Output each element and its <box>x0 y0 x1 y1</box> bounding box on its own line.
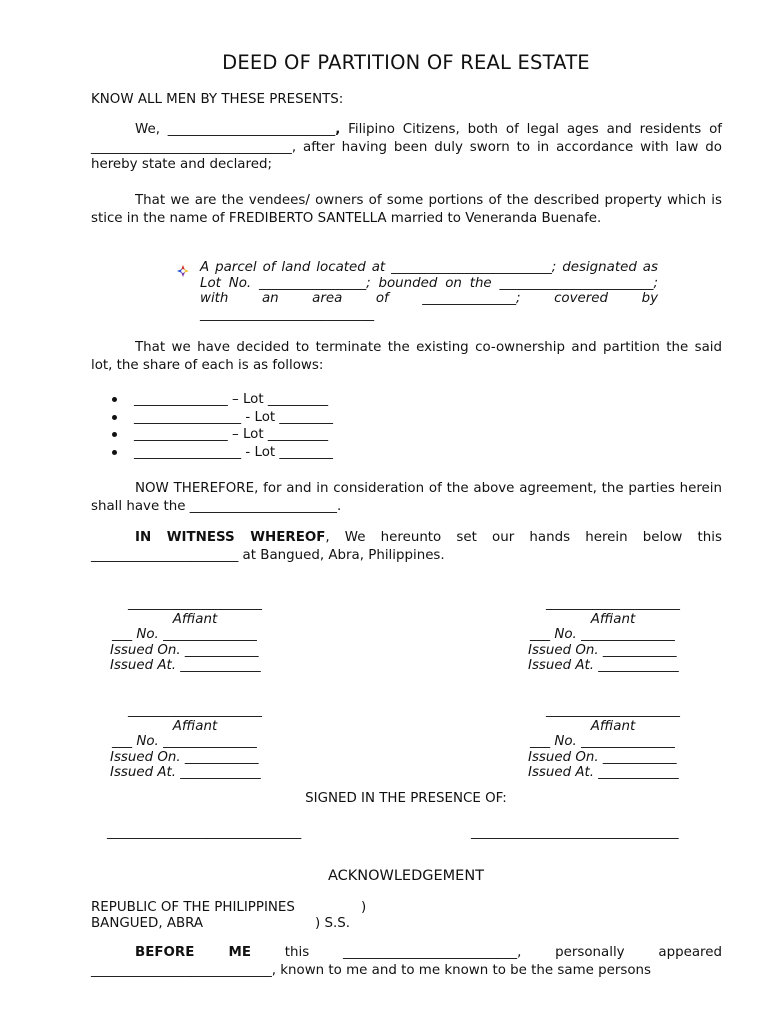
venue-line: BANGUED, ABRA <box>91 916 204 931</box>
issued-on: Issued On. ___________ <box>110 642 259 658</box>
share-text: ______________ – Lot _________ <box>134 427 329 442</box>
issued-at: Issued At. ____________ <box>110 658 261 673</box>
witness-text: , We hereunto set our hands herein below this ______________________ at Bangued, Abra, Philippines. <box>91 530 722 563</box>
list-item <box>112 409 333 427</box>
paragraph-now-therefore <box>91 480 722 515</box>
partition-text: That we have decided to terminate the existing co-ownership and partition the said lot, the share of each is as follows: <box>91 340 722 373</box>
venue-ss: ) S.S. <box>315 916 350 931</box>
bullet-dot-icon <box>112 450 117 455</box>
witness-line-left: _____________________________ <box>107 825 302 840</box>
id-number: ___ No. ______________ <box>530 627 675 642</box>
blank-names: _________________________ <box>167 122 336 137</box>
parties-text-1: Filipino Citizens, both of legal ages and residents of <box>340 122 722 137</box>
affiant-label: Affiant <box>590 718 636 734</box>
paragraph-partition <box>91 339 722 374</box>
issued-on: Issued On. ___________ <box>528 749 677 765</box>
paragraph-witness <box>91 529 722 564</box>
shares-list <box>112 391 333 461</box>
comma: , <box>335 122 341 137</box>
share-text: ________________ - Lot ________ <box>134 444 333 460</box>
witness-bold: IN WITNESS WHEREOF <box>135 530 326 545</box>
share-text: ________________ - Lot ________ <box>134 409 333 425</box>
before-me-text: this __________________________, personally appeared ___________________________, known to me and to me known to be the same persons <box>91 945 722 978</box>
witness-line-right: _______________________________ <box>471 825 679 840</box>
signature-block <box>518 596 708 674</box>
document-title: DEED OF PARTITION OF REAL ESTATE <box>222 51 590 74</box>
issued-at: Issued At. ____________ <box>110 765 261 780</box>
signature-block <box>100 703 290 781</box>
property-text: That we are the vendees/ owners of some portions of the described property which is stice in the name of FREDIBERTO SANTELLA married to Veneranda Buenafe. <box>91 193 722 226</box>
list-item <box>112 426 333 444</box>
affiant-label: Affiant <box>172 718 218 734</box>
paragraph-before-me <box>91 944 722 979</box>
list-item <box>112 444 333 462</box>
arrow-bullet-icon <box>176 264 190 278</box>
now-therefore-text: NOW THEREFORE, for and in consideration of the above agreement, the parties herein shall have the ______________________. <box>91 481 722 514</box>
id-number: ___ No. ______________ <box>530 734 675 749</box>
parties-text-2: , after having been duly sworn to in accordance with law do hereby state and declared; <box>91 139 722 172</box>
signature-line: ____________________ <box>128 703 262 718</box>
acknowledgement-heading: ACKNOWLEDGEMENT <box>327 868 485 884</box>
signed-presence-heading: SIGNED IN THE PRESENCE OF: <box>305 791 507 806</box>
republic-paren: ) <box>361 900 367 915</box>
issued-on: Issued On. ___________ <box>528 642 677 658</box>
bullet-dot-icon <box>112 415 117 420</box>
paragraph-property <box>91 192 722 227</box>
issued-at: Issued At. ____________ <box>528 658 679 673</box>
bullet-dot-icon <box>112 432 117 437</box>
issued-at: Issued At. ____________ <box>528 765 679 780</box>
paragraph-parties <box>91 121 722 174</box>
issued-on: Issued On. ___________ <box>110 749 259 765</box>
know-all-men: KNOW ALL MEN BY THESE PRESENTS: <box>91 92 344 107</box>
blank-residence: ______________________________ <box>91 139 292 155</box>
affiant-label: Affiant <box>172 611 218 627</box>
republic-line: REPUBLIC OF THE PHILIPPINES <box>91 900 295 915</box>
id-number: ___ No. ______________ <box>112 734 257 749</box>
id-number: ___ No. ______________ <box>112 627 257 642</box>
before-me-bold: BEFORE ME <box>135 945 252 960</box>
parcel-description: A parcel of land located at ________________________; designated as Lot No. ________________; bounded on the _______________________; with an area of ______________; covered by __________________________ <box>200 260 658 322</box>
we-text: We, <box>135 122 160 137</box>
signature-block <box>518 703 708 781</box>
bullet-dot-icon <box>112 397 117 402</box>
signature-line: ____________________ <box>546 703 680 718</box>
affiant-label: Affiant <box>590 611 636 627</box>
signature-line: ____________________ <box>128 596 262 611</box>
share-text: ______________ – Lot _________ <box>134 392 329 407</box>
signature-block <box>100 596 290 674</box>
signature-line: ____________________ <box>546 596 680 611</box>
list-item <box>112 391 333 409</box>
